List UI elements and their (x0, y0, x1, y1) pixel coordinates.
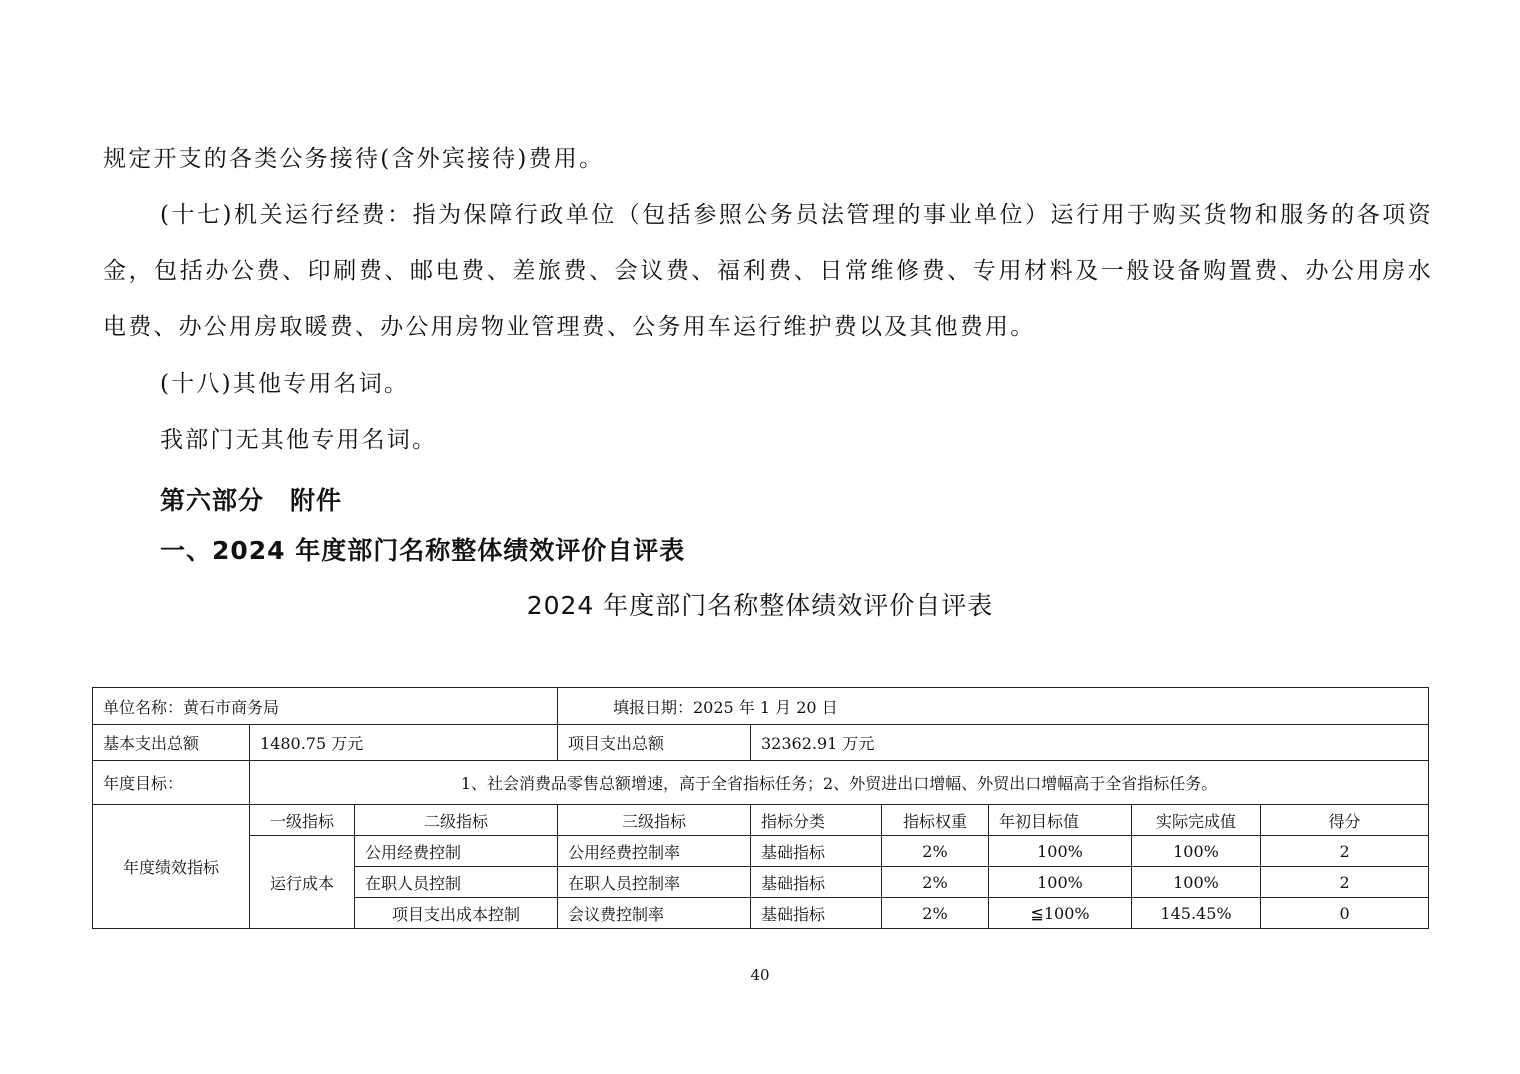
target-cell: 100% (989, 836, 1132, 867)
page-number: 40 (750, 966, 770, 984)
level2-cell: 项目支出成本控制 (355, 898, 558, 929)
report-date: 填报日期：2025 年 1 月 20 日 (558, 688, 1429, 725)
annual-indicators-label: 年度绩效指标 (93, 805, 250, 929)
target-cell: ≦100% (989, 898, 1132, 929)
level1-operating-cost: 运行成本 (250, 836, 355, 929)
category-cell: 基础指标 (751, 836, 882, 867)
expense-row (93, 725, 1429, 761)
basic-expense-label: 基本支出总额 (93, 725, 250, 761)
header-category: 指标分类 (751, 805, 882, 836)
actual-cell: 100% (1132, 867, 1261, 898)
header-weight: 指标权重 (882, 805, 989, 836)
project-expense-value: 32362.91 万元 (751, 725, 1429, 761)
actual-cell: 100% (1132, 836, 1261, 867)
annual-goal-value: 1、社会消费品零售总额增速，高于全省指标任务；2、外贸进出口增幅、外贸出口增幅高于全省指标任务。 (250, 761, 1429, 805)
header-level1: 一级指标 (250, 805, 355, 836)
level2-cell: 公用经费控制 (355, 836, 558, 867)
table-header-row (93, 688, 1429, 725)
paragraph-other-terms-heading: (十八)其他专用名词。 (160, 371, 410, 397)
paragraph-operating-expenses: (十七)机关运行经费：指为保障行政单位（包括参照公务员法管理的事业单位）运行用于购买货物和服务的各项资金，包括办公费、印刷费、邮电费、差旅费、会议费、福利费、日常维修费、专用材料及一般设备购置费、办公用房水电费、办公用房取暖费、办公用房物业管理费、公务用车运行维护费以及其他费用。 (103, 202, 1433, 340)
header-level2: 二级指标 (355, 805, 558, 836)
table-title: 2024 年度部门名称整体绩效评价自评表 (526, 591, 994, 620)
header-level3: 三级指标 (558, 805, 751, 836)
weight-cell: 2% (882, 898, 989, 929)
score-cell: 2 (1261, 867, 1429, 898)
section-heading: 第六部分 附件 (160, 486, 343, 515)
score-cell: 0 (1261, 898, 1429, 929)
level3-cell: 在职人员控制率 (558, 867, 751, 898)
table-row (93, 836, 1429, 867)
annual-goal-row (93, 761, 1429, 805)
level3-cell: 公用经费控制率 (558, 836, 751, 867)
actual-cell: 145.45% (1132, 898, 1261, 929)
level3-cell: 会议费控制率 (558, 898, 751, 929)
target-cell: 100% (989, 867, 1132, 898)
indicator-header-row (93, 805, 1429, 836)
basic-expense-value: 1480.75 万元 (250, 725, 558, 761)
unit-name: 单位名称：黄石市商务局 (93, 688, 558, 725)
score-cell: 2 (1261, 836, 1429, 867)
paragraph-continuation: 规定开支的各类公务接待(含外宾接待)费用。 (103, 146, 605, 172)
level2-cell: 在职人员控制 (355, 867, 558, 898)
project-expense-label: 项目支出总额 (558, 725, 751, 761)
header-target: 年初目标值 (989, 805, 1132, 836)
category-cell: 基础指标 (751, 898, 882, 929)
performance-evaluation-table (92, 687, 1429, 929)
annual-goal-label: 年度目标： (93, 761, 250, 805)
category-cell: 基础指标 (751, 867, 882, 898)
header-actual: 实际完成值 (1132, 805, 1261, 836)
paragraph-other-terms-note: 我部门无其他专用名词。 (160, 427, 438, 453)
weight-cell: 2% (882, 867, 989, 898)
header-score: 得分 (1261, 805, 1429, 836)
sub-heading: 一、2024 年度部门名称整体绩效评价自评表 (160, 536, 686, 565)
weight-cell: 2% (882, 836, 989, 867)
